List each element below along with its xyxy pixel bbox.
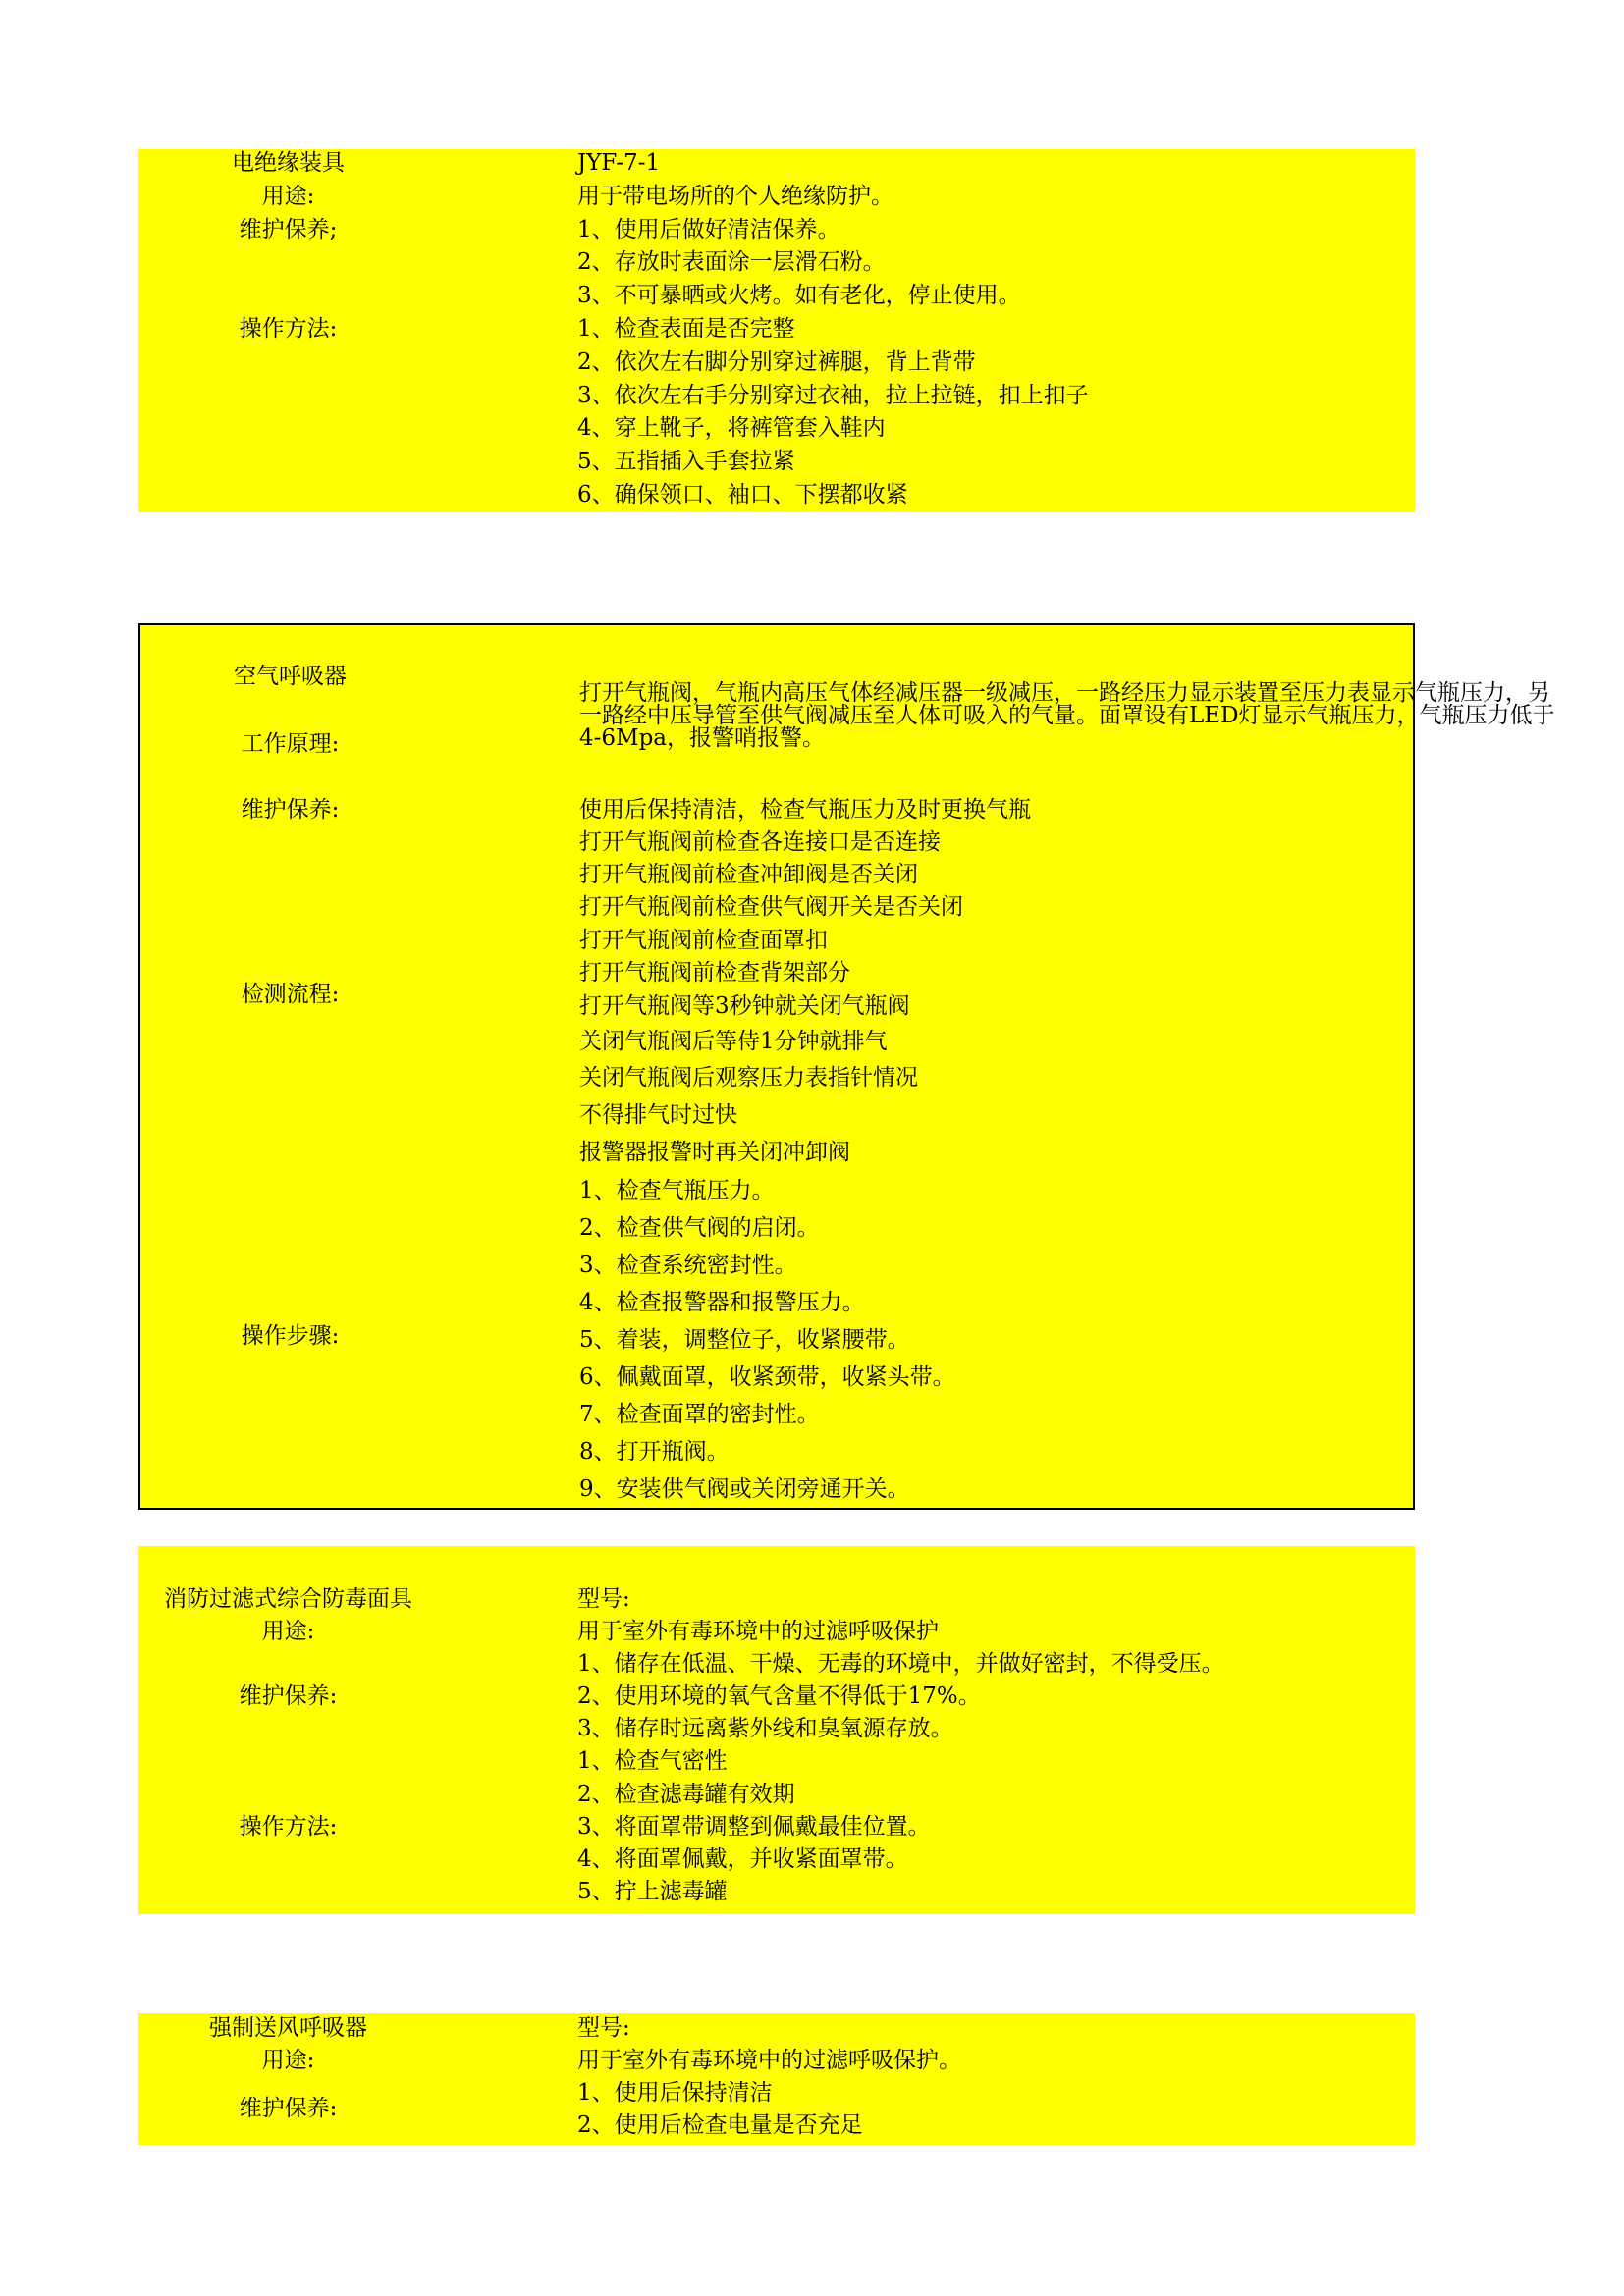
s2-title: 空气呼吸器 [234,664,347,689]
s3-op-item: 2、检查滤毒罐有效期 [577,1782,795,1807]
s4-title: 强制送风呼吸器 [209,2015,367,2041]
s1-op-item: 5、五指插入手套拉紧 [577,449,795,474]
s3-op-item: 3、将面罩带调整到佩戴最佳位置。 [577,1814,931,1840]
s2-principle-label: 工作原理: [241,731,340,757]
s2-maint-text: 使用后保持清洁，检查气瓶压力及时更换气瓶 [579,797,1031,823]
s3-use-label: 用途: [261,1619,315,1644]
s1-op-item: 2、依次左右脚分别穿过裤腿，背上背带 [577,349,976,375]
s2-check-item: 打开气瓶阀前检查面罩扣 [579,928,828,953]
s3-maint-item: 3、储存时远离紫外线和臭氧源存放。 [577,1716,953,1741]
s4-use-label: 用途: [261,2048,315,2073]
s2-check-item: 打开气瓶阀前检查冲卸阀是否关闭 [579,862,918,887]
s2-check-item: 打开气瓶阀前检查供气阀开关是否关闭 [579,894,963,920]
s2-check-item: 不得排气时过快 [579,1102,737,1128]
s2-step-item: 4、检查报警器和报警压力。 [579,1290,865,1315]
s4-maint-item: 1、使用后保持清洁 [577,2080,773,2106]
s2-check-item: 关闭气瓶阀后等侍1分钟就排气 [579,1029,888,1054]
s2-check-item: 报警器报警时再关闭冲卸阀 [579,1140,850,1165]
s1-title: 电绝缘装具 [232,150,345,176]
s3-model: 型号: [577,1586,630,1612]
s3-op-label: 操作方法: [239,1814,338,1840]
s1-maint-label: 维护保养; [239,217,338,242]
s3-maint-item: 1、储存在低温、干燥、无毒的环境中，并做好密封，不得受压。 [577,1651,1224,1677]
s1-use-label: 用途: [261,184,315,209]
s2-check-item: 打开气瓶阀前检查背架部分 [579,960,850,986]
s2-step-item: 1、检查气瓶压力。 [579,1178,775,1203]
s3-use-text: 用于室外有毒环境中的过滤呼吸保护 [577,1619,939,1644]
s2-step-item: 7、检查面罩的密封性。 [579,1402,820,1427]
s4-use-text: 用于室外有毒环境中的过滤呼吸保护。 [577,2048,961,2073]
s4-maint-item: 2、使用后检查电量是否充足 [577,2112,863,2138]
s3-title: 消防过滤式综合防毒面具 [164,1586,412,1612]
s3-maint-label: 维护保养: [239,1683,338,1709]
section-filter-gas-mask [138,1546,1415,1914]
s2-check-label: 检测流程: [241,982,340,1007]
s2-step-item: 8、打开瓶阀。 [579,1439,730,1465]
s1-op-label: 操作方法: [239,316,338,342]
s2-step-label: 操作步骤: [241,1323,340,1349]
section-forced-air-respirator [138,2013,1415,2145]
s4-maint-label: 维护保养: [239,2096,338,2121]
s2-step-item: 6、佩戴面罩，收紧颈带，收紧头带。 [579,1364,955,1390]
s3-op-item: 5、拧上滤毒罐 [577,1879,728,1904]
s3-maint-item: 2、使用环境的氧气含量不得低于17%。 [577,1683,981,1709]
s2-check-item: 关闭气瓶阀后观察压力表指针情况 [579,1065,918,1091]
s2-check-item: 打开气瓶阀前检查各连接口是否连接 [579,829,941,855]
s2-step-item: 5、着装，调整位子，收紧腰带。 [579,1327,910,1353]
s1-op-item: 4、穿上靴子，将裤管套入鞋内 [577,415,886,441]
s1-maint-item: 3、不可暴晒或火烤。如有老化，停止使用。 [577,283,1021,308]
section-air-breathing-apparatus [138,623,1555,1510]
s1-model: JYF-7-1 [577,150,661,176]
s1-maint-item: 2、存放时表面涂一层滑石粉。 [577,249,886,275]
s2-step-item: 9、安装供气阀或关闭旁通开关。 [579,1476,910,1502]
s4-model: 型号: [577,2015,630,2041]
s2-maint-label: 维护保养: [241,797,340,823]
s1-op-item: 1、检查表面是否完整 [577,316,795,342]
s2-step-item: 3、检查系统密封性。 [579,1253,797,1278]
s1-use-text: 用于带电场所的个人绝缘防护。 [577,184,893,209]
section-electrical-insulation-suit [138,149,1415,512]
s1-op-item: 6、确保领口、袖口、下摆都收紧 [577,482,908,507]
s1-op-item: 3、依次左右手分别穿过衣袖，拉上拉链，扣上扣子 [577,383,1089,408]
s2-step-item: 2、检查供气阀的启闭。 [579,1215,820,1241]
s2-check-item: 打开气瓶阀等3秒钟就关闭气瓶阀 [579,993,910,1019]
s3-op-item: 4、将面罩佩戴，并收紧面罩带。 [577,1846,908,1872]
s1-maint-item: 1、使用后做好清洁保养。 [577,217,840,242]
s3-op-item: 1、检查气密性 [577,1748,728,1774]
s2-principle-text: 打开气瓶阀，气瓶内高压气体经减压器一级减压，一路经压力显示装置至压力表显示气瓶压力，另一路经中压导管至供气阀减压至人体可吸入的气量。面罩设有LED灯显示气瓶压力，气瓶压力低于4-6Mpa，报警哨报警。 [579,680,1555,751]
